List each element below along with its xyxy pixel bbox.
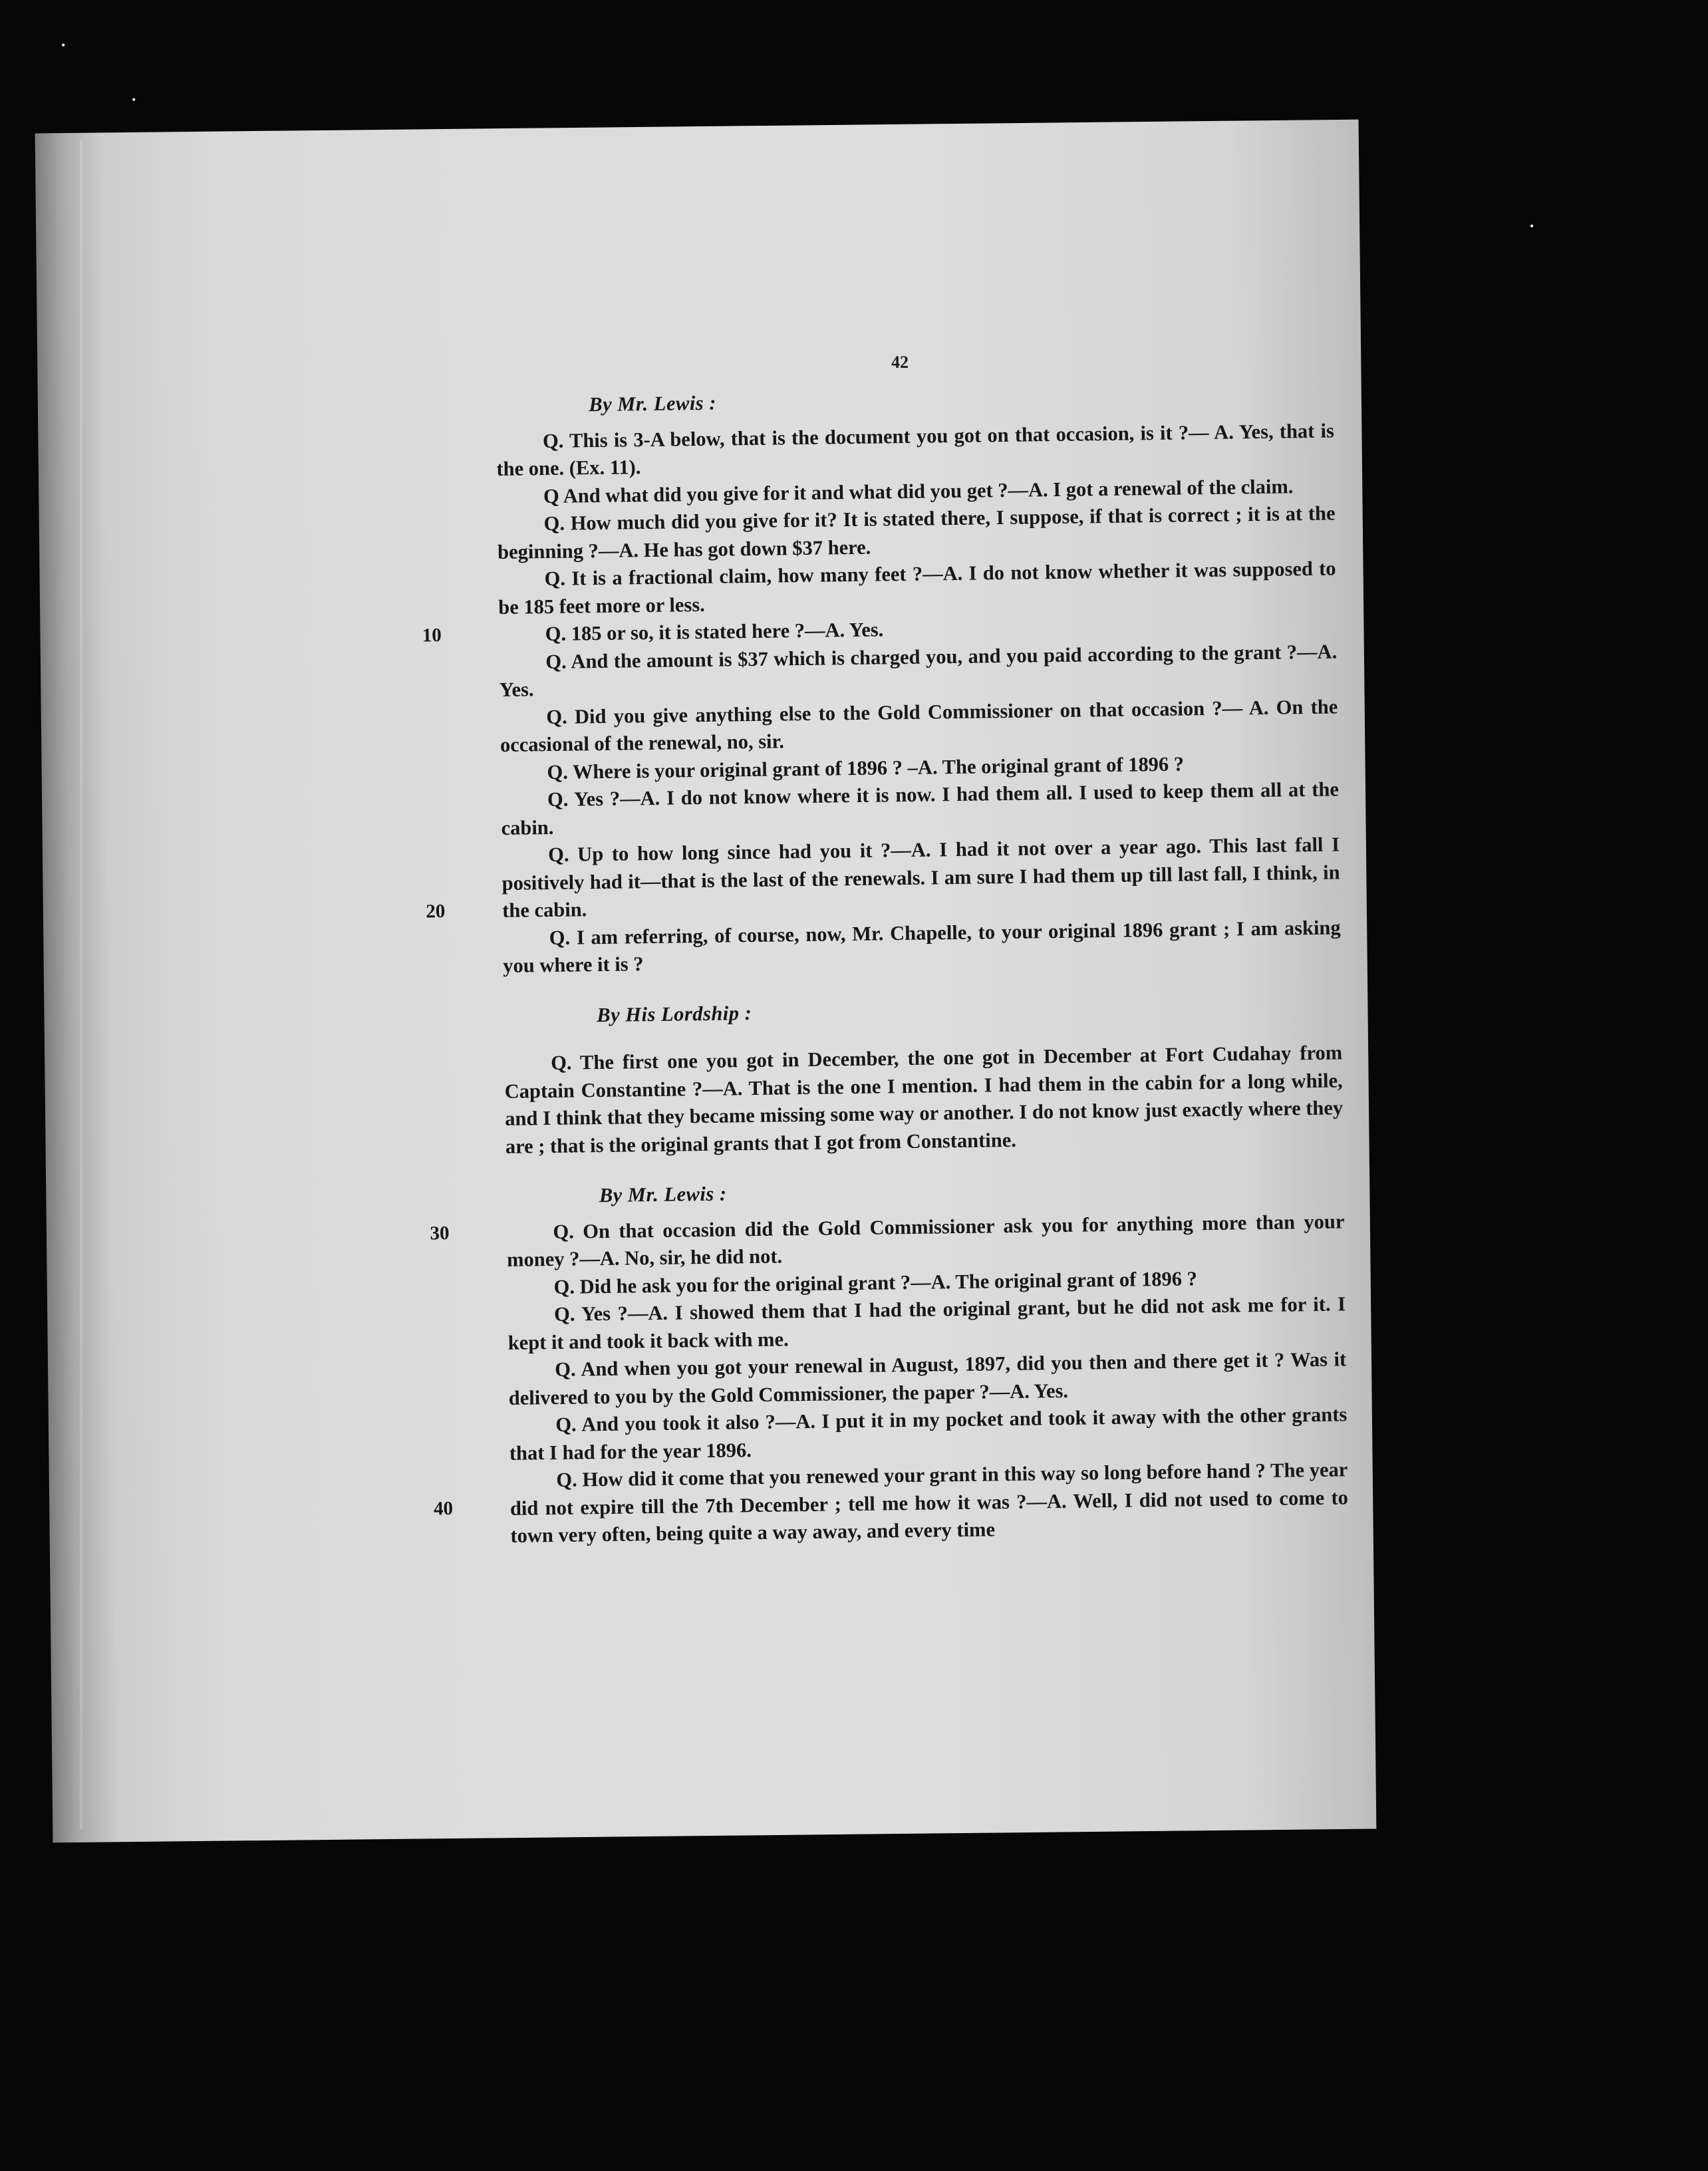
paragraph: Q. Up to how long since had you it ?—A. I had it not over a year ago. This last fall I positively had it—that is the last of the renewals. I am sure I had them up till last fall, I think, in the cabin. (501, 833, 1340, 922)
paragraph: Q. How much did you give for it? It is stated there, I suppose, if that is correct ; it is at the beginning ?—A. He has got down $37 here. (497, 502, 1336, 563)
paragraph: Q. Yes ?—A. I showed them that I had the original grant, but he did not ask me for it. I kept it and took it back with me. (507, 1292, 1346, 1354)
page-number: 42 (891, 353, 909, 372)
line-number: 20 (425, 901, 446, 923)
paragraph: Q. On that occasion did the Gold Commissioner ask you for anything more than your money ?—A. No, sir, he did not. (506, 1209, 1345, 1271)
paragraph: Q. And you took it also ?—A. I put it in my pocket and took it away with the other grants that I had for the year 1896. (509, 1403, 1348, 1465)
dust-speck: • (61, 39, 66, 52)
line-number: 10 (422, 625, 442, 647)
line-number: 30 (430, 1222, 450, 1244)
paragraph: Q And what did you give for it and what did you get ?—A. I got a renewal of the claim. (543, 474, 1294, 507)
paragraph: Q. 185 or so, it is stated here ?—A. Yes. (545, 618, 884, 646)
dust-speck: • (1530, 219, 1534, 233)
paragraph: Q. Did he ask you for the original grant ?—A. The original grant of 1896 ? (553, 1266, 1198, 1298)
section-heading: By Mr. Lewis : (599, 1182, 727, 1207)
paragraph: Q. This is 3-A below, that is the document you got on that occasion, is it ?— A. Yes, that is the one. (Ex. 11). (496, 419, 1335, 480)
paragraph: Q. Did you give anything else to the Gold Commissioner on that occasion ?— A. On the occasional of the renewal, no, sir. (499, 694, 1338, 756)
numbered-line-group (425, 831, 1341, 925)
paragraph: Q. It is a fractional claim, how many feet ?—A. I do not know whether it was supposed to be 185 feet more or less. (498, 557, 1336, 619)
line-number: 40 (433, 1497, 454, 1520)
transcript-body (422, 382, 1349, 1550)
paragraph: Q. Where is your original grant of 1896 ? –A. The original grant of 1896 ? (547, 752, 1185, 784)
paragraph: Q. The first one you got in December, the one got in December at Fort Cudahay from Captain Constantine ?—A. That is the one I mention. I had them in the cabin for a long while, and I think that they became missing some way or another. I do not know just exactly where they are ; that is the original grants that I got from Constantine. (504, 1041, 1344, 1158)
section-heading: By His Lordship : (597, 1001, 752, 1026)
paragraph: Q. How did it come that you renewed your grant in this way so long before hand ? The year did not expire till the 7th December ; tell me how it was ?—A. Well, I did not used to come to town very often, being quite a way away, and every time (509, 1458, 1349, 1547)
paragraph: Q. And when you got your renewal in August, 1897, did you then and there get it ? Was it delivered to you by the Gold Commissioner, the paper ?—A. Yes. (508, 1348, 1347, 1409)
paragraph: Q. Yes ?—A. I do not know where it is now. I had them all. I used to keep them all at the cabin. (501, 778, 1340, 839)
numbered-line-group (433, 1456, 1349, 1550)
paragraph: Q. And the amount is $37 which is charged you, and you paid according to the grant ?—A. Yes. (499, 639, 1338, 701)
section-heading: By Mr. Lewis : (589, 391, 717, 416)
paragraph: Q. I am referring, of course, now, Mr. Chapelle, to your original 1896 grant ; I am asking you where it is ? (503, 915, 1341, 977)
dust-speck: • (132, 93, 136, 106)
